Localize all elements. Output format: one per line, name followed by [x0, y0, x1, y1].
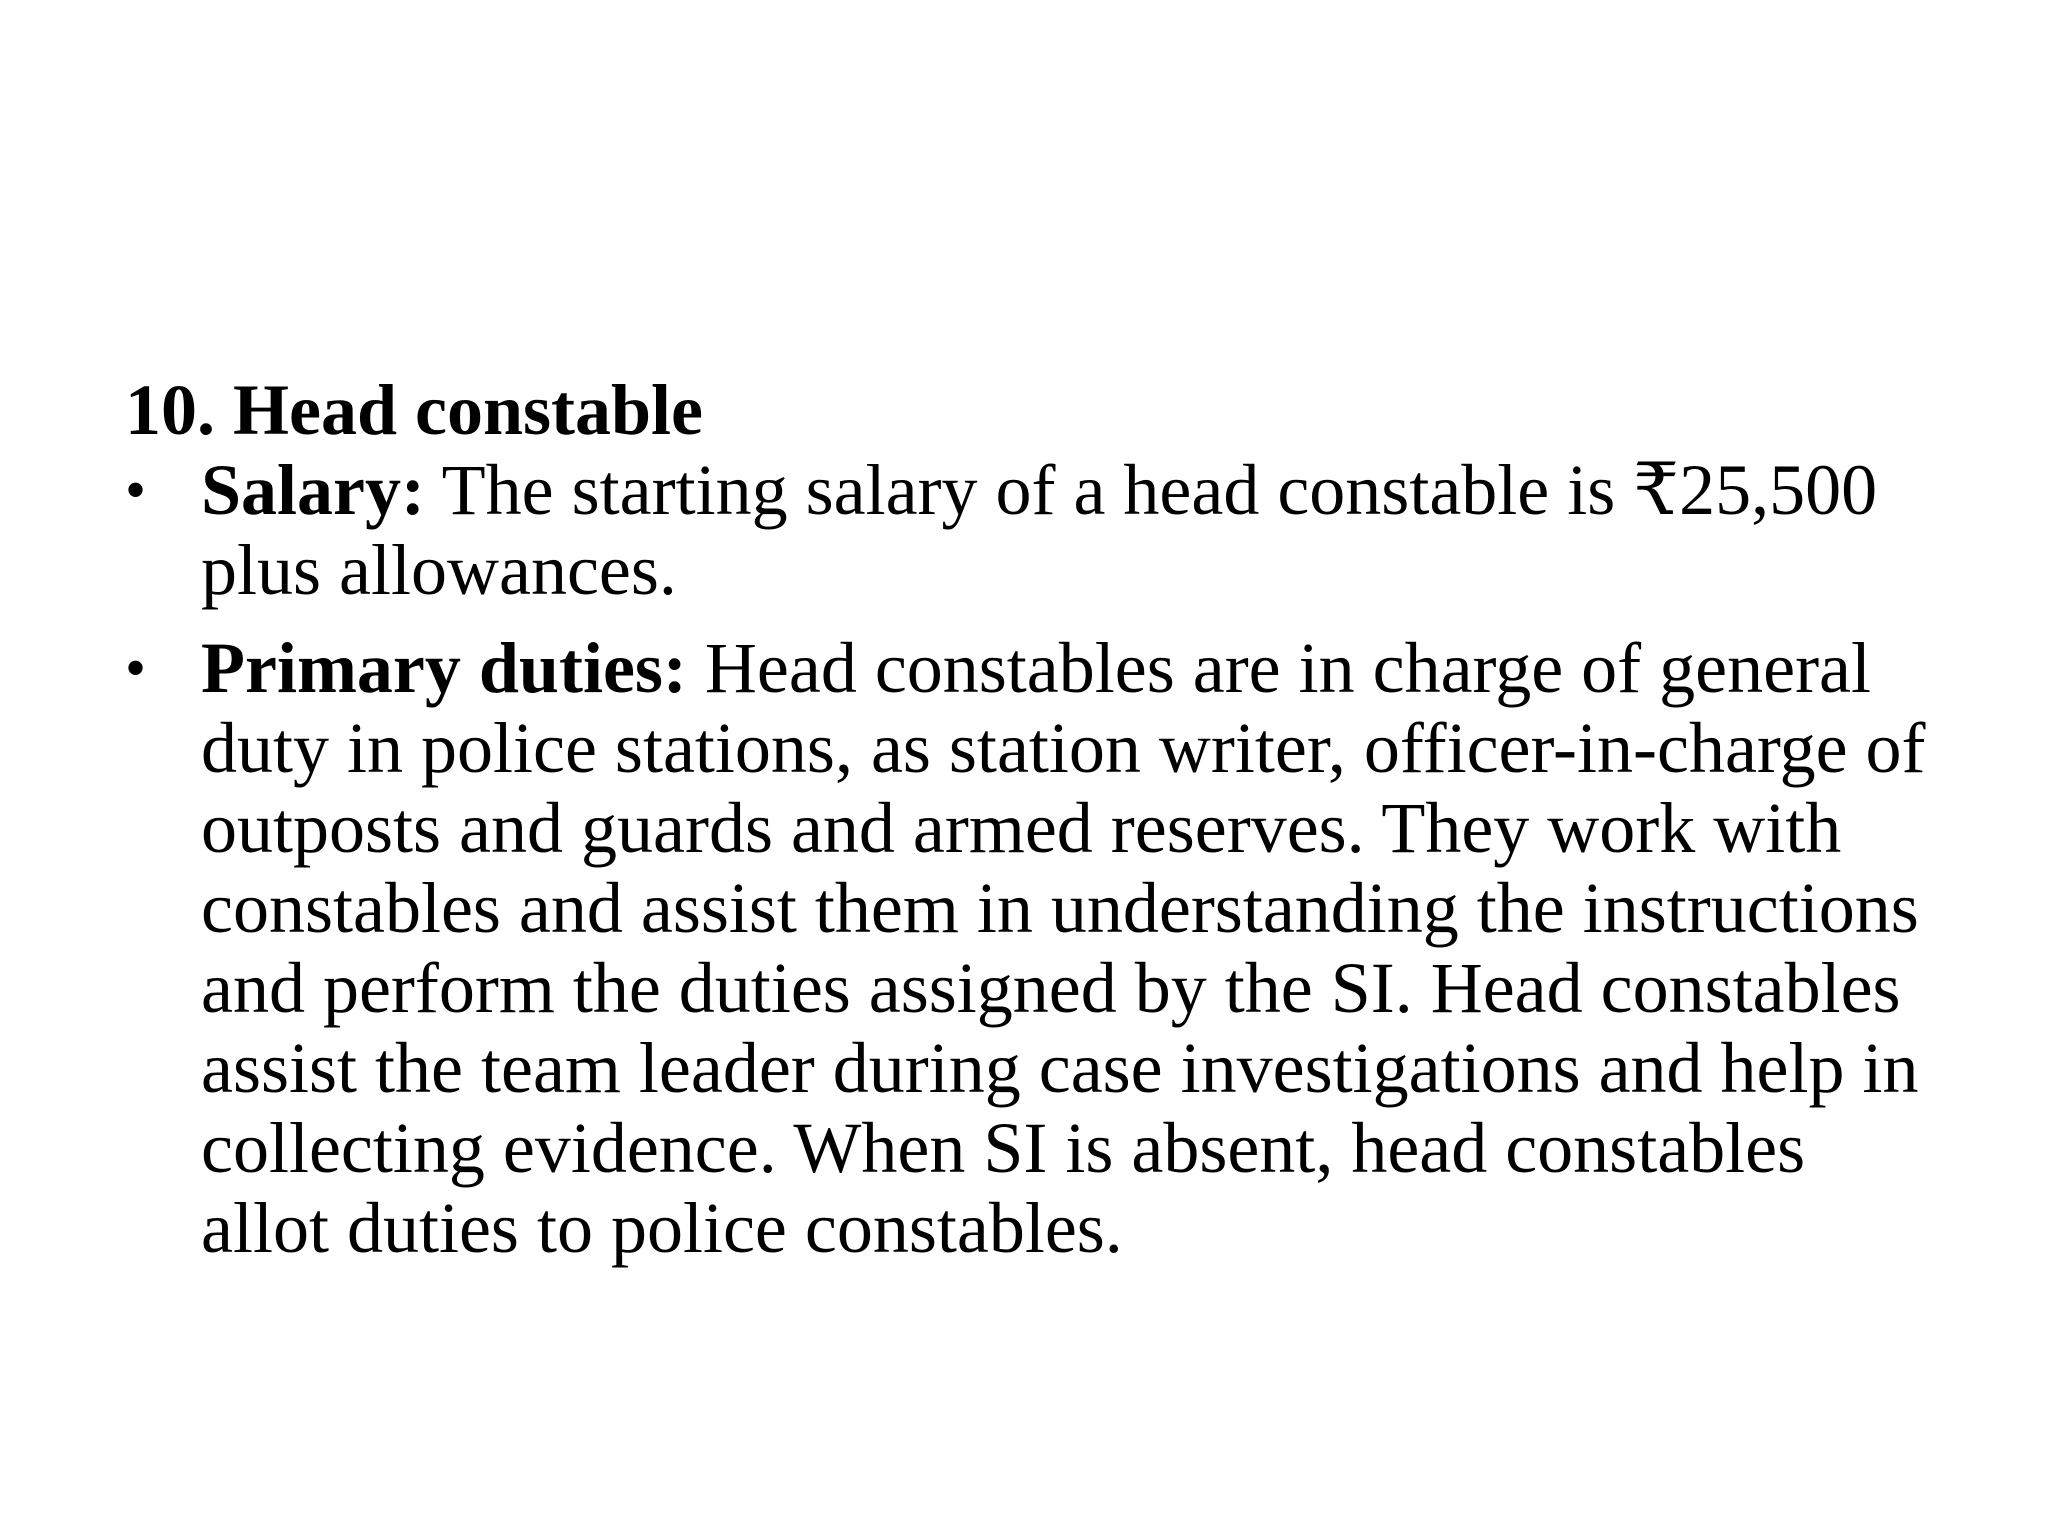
salary-label: Salary: — [201, 450, 425, 530]
bullet-dot-icon: • — [125, 457, 147, 523]
bullet-primary-duties — [125, 628, 1945, 1268]
bullet-salary — [125, 450, 1945, 610]
slide-content — [125, 370, 1945, 1268]
primary-duties-label: Primary duties: — [201, 628, 687, 708]
salary-text: The starting salary of a head constable is ₹25,500 plus allowances. — [201, 450, 1878, 610]
bullet-dot-icon: • — [125, 635, 147, 701]
bullet-list — [125, 450, 1945, 1268]
section-heading: 10. Head constable — [125, 370, 704, 450]
primary-duties-text: Head constables are in charge of general duty in police stations, as station writer, officer-in-charge of outposts and guards and armed reserves. They work with constables and assist them in understanding the instructions and perform the duties assigned by the SI. Head constables assist the team leader during case investigations and help in collecting evidence. When SI is absent, head constables allot duties to police constables. — [201, 628, 1926, 1268]
